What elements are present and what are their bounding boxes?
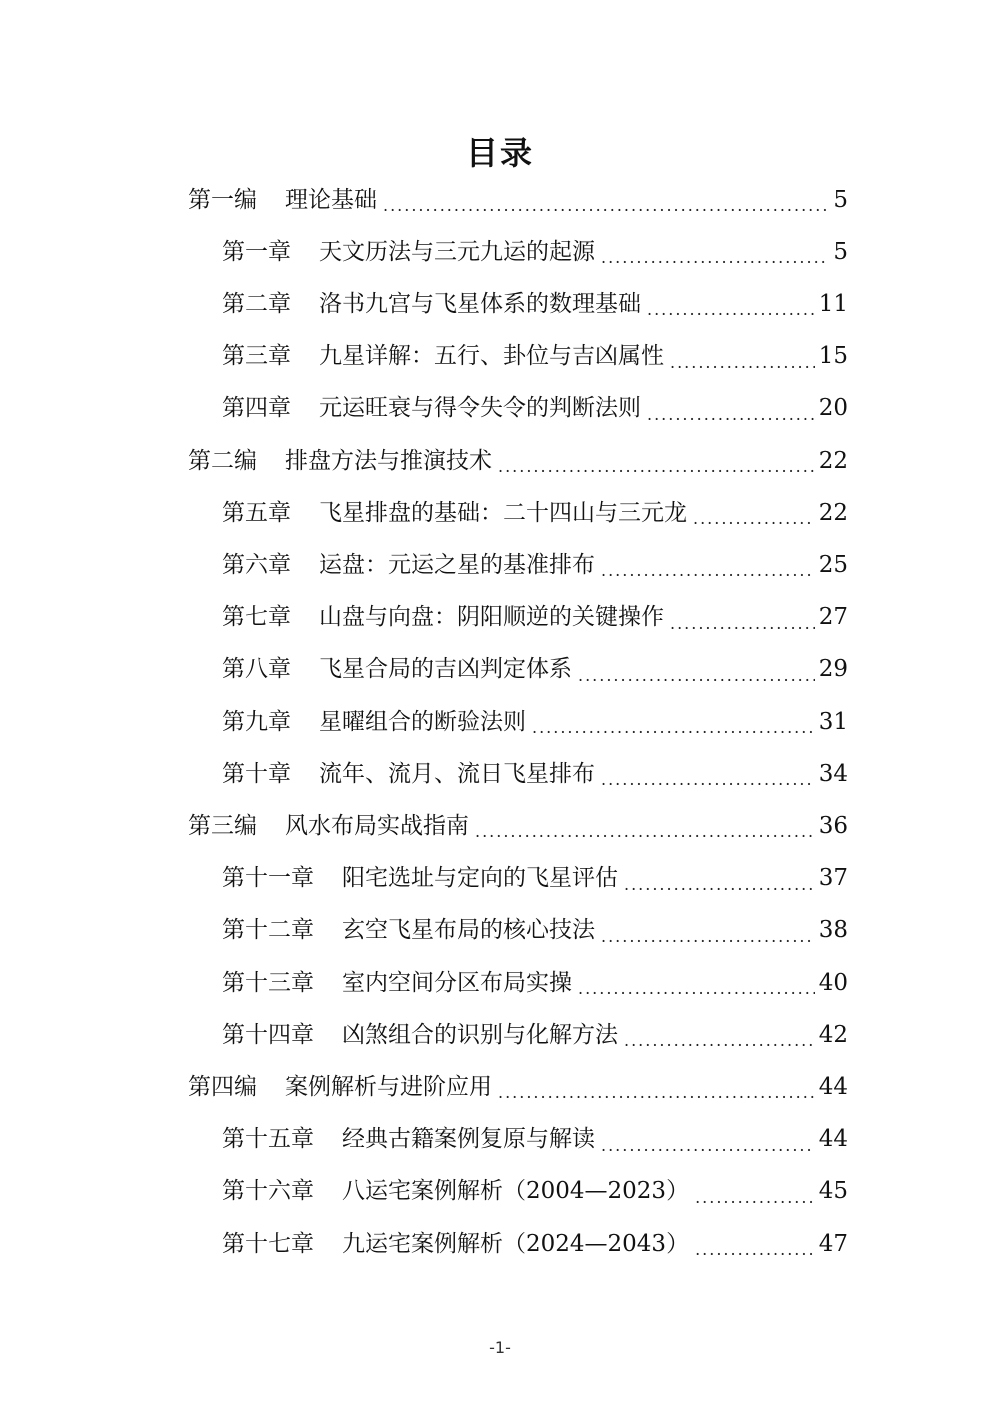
toc-entry-title: 九运宅案例解析（2024—2043） xyxy=(342,1230,690,1257)
toc-entry-label xyxy=(222,499,687,526)
toc-chapter-entry[interactable] xyxy=(222,696,848,748)
toc-entry-title: 玄空飞星布局的核心技法 xyxy=(342,917,595,944)
toc-dot-leader xyxy=(498,1085,815,1101)
toc-entry-title: 理论基础 xyxy=(285,186,377,213)
toc-entry-label xyxy=(222,1230,690,1257)
toc-entry-number: 第四章 xyxy=(222,395,291,422)
toc-entry-title: 元运旺衰与得令失令的判断法则 xyxy=(319,395,641,422)
toc-entry-number: 第十七章 xyxy=(222,1230,314,1257)
toc-entry-title: 星曜组合的断验法则 xyxy=(319,708,526,735)
toc-chapter-entry[interactable] xyxy=(222,539,848,591)
toc-entry-title: 运盘：元运之星的基准排布 xyxy=(319,551,595,578)
toc-entry-label xyxy=(222,919,595,942)
toc-chapter-entry[interactable] xyxy=(222,1009,848,1061)
toc-dot-leader xyxy=(601,929,815,945)
toc-dot-leader xyxy=(578,981,815,997)
toc-chapter-entry[interactable] xyxy=(222,957,848,1009)
toc-chapter-entry[interactable] xyxy=(222,1114,848,1166)
toc-entry-label xyxy=(222,969,572,996)
toc-entry-page: 15 xyxy=(818,343,848,370)
toc-chapter-entry[interactable] xyxy=(222,331,848,383)
toc-entry-title: 案例解析与进阶应用 xyxy=(285,1073,492,1100)
toc-entry-number: 第一编 xyxy=(188,186,257,213)
toc-dot-leader xyxy=(695,1242,815,1258)
toc-entry-label xyxy=(222,397,641,420)
toc-chapter-entry[interactable] xyxy=(222,487,848,539)
toc-part-entry[interactable] xyxy=(188,174,848,226)
toc-entry-number: 第八章 xyxy=(222,656,291,683)
toc-entry-number: 第十三章 xyxy=(222,969,314,996)
toc-dot-leader xyxy=(475,824,815,840)
toc-dot-leader xyxy=(532,720,815,736)
toc-entry-number: 第十二章 xyxy=(222,917,314,944)
toc-entry-title: 山盘与向盘：阴阳顺逆的关键操作 xyxy=(319,604,664,631)
toc-entry-number: 第九章 xyxy=(222,708,291,735)
toc-entry-label xyxy=(222,238,595,265)
toc-dot-leader xyxy=(601,563,815,579)
toc-entry-page: 29 xyxy=(818,656,848,683)
toc-part-entry[interactable] xyxy=(188,435,848,487)
toc-entry-title: 阳宅选址与定向的飞星评估 xyxy=(342,865,618,892)
toc-entry-page: 40 xyxy=(818,969,848,996)
toc-entry-label xyxy=(222,760,595,787)
toc-entry-page: 47 xyxy=(818,1230,848,1257)
toc-entry-number: 第十四章 xyxy=(222,1021,314,1048)
toc-entry-title: 八运宅案例解析（2004—2023） xyxy=(342,1178,690,1205)
toc-entry-number: 第十六章 xyxy=(222,1178,314,1205)
toc-entry-page: 20 xyxy=(818,395,848,422)
toc-entry-label xyxy=(188,812,469,839)
toc-entry-page: 36 xyxy=(818,812,848,839)
toc-entry-label xyxy=(222,867,618,890)
toc-dot-leader xyxy=(624,877,815,893)
toc-entry-number: 第七章 xyxy=(222,604,291,631)
toc-dot-leader xyxy=(647,302,815,318)
toc-entry-label xyxy=(222,290,641,317)
toc-chapter-entry[interactable] xyxy=(222,905,848,957)
toc-entry-title: 风水布局实战指南 xyxy=(285,812,469,839)
toc-entry-page: 22 xyxy=(818,499,848,526)
toc-entry-page: 22 xyxy=(818,447,848,474)
toc-entry-page: 45 xyxy=(818,1178,848,1205)
toc-dot-leader xyxy=(601,250,829,266)
toc-entry-label xyxy=(222,1021,618,1048)
toc-chapter-entry[interactable] xyxy=(222,644,848,696)
toc-entry-label xyxy=(222,658,572,681)
toc-chapter-entry[interactable] xyxy=(222,278,848,330)
toc-chapter-entry[interactable] xyxy=(222,1166,848,1218)
toc-entry-label xyxy=(222,606,664,629)
toc-entry-page: 31 xyxy=(818,708,848,735)
toc-entry-label xyxy=(222,1128,595,1151)
toc-entry-page: 44 xyxy=(818,1126,848,1153)
toc-dot-leader xyxy=(647,407,815,423)
toc-entry-number: 第五章 xyxy=(222,499,291,526)
toc-dot-leader xyxy=(670,616,815,632)
toc-entry-page: 37 xyxy=(818,865,848,892)
toc-chapter-entry[interactable] xyxy=(222,853,848,905)
toc-entry-title: 飞星合局的吉凶判定体系 xyxy=(319,656,572,683)
toc-entry-number: 第二编 xyxy=(188,447,257,474)
toc-entry-page: 11 xyxy=(818,290,848,317)
toc-entry-title: 洛书九宫与飞星体系的数理基础 xyxy=(319,290,641,317)
toc-entry-page: 42 xyxy=(818,1021,848,1048)
toc-part-entry[interactable] xyxy=(188,1061,848,1113)
toc-entry-page: 5 xyxy=(833,186,848,213)
toc-entry-title: 排盘方法与推演技术 xyxy=(285,447,492,474)
page-title: 目录 xyxy=(465,134,534,172)
toc-entry-label xyxy=(188,1073,492,1100)
toc-chapter-entry[interactable] xyxy=(222,592,848,644)
toc-entry-title: 天文历法与三元九运的起源 xyxy=(319,238,595,265)
toc-entry-number: 第六章 xyxy=(222,551,291,578)
toc-entry-page: 25 xyxy=(818,551,848,578)
toc-chapter-entry[interactable] xyxy=(222,1218,848,1270)
toc-entry-title: 九星详解：五行、卦位与吉凶属性 xyxy=(319,343,664,370)
toc-entry-label xyxy=(188,447,492,474)
page-number-footer: -1- xyxy=(489,1338,511,1357)
toc-entry-page: 44 xyxy=(818,1073,848,1100)
toc-entry-title: 飞星排盘的基础：二十四山与三元龙 xyxy=(319,499,687,526)
toc-chapter-entry[interactable] xyxy=(222,383,848,435)
toc-entry-number: 第十章 xyxy=(222,760,291,787)
toc-entry-title: 流年、流月、流日飞星排布 xyxy=(319,760,595,787)
toc-entry-title: 室内空间分区布局实操 xyxy=(342,969,572,996)
toc-part-entry[interactable] xyxy=(188,800,848,852)
toc-dot-leader xyxy=(601,772,815,788)
toc-entry-number: 第二章 xyxy=(222,290,291,317)
toc-chapter-entry[interactable] xyxy=(222,748,848,800)
toc-dot-leader xyxy=(670,355,815,371)
toc-entry-number: 第十一章 xyxy=(222,865,314,892)
toc-dot-leader xyxy=(693,511,815,527)
toc-entry-label xyxy=(222,1180,689,1203)
toc-dot-leader xyxy=(578,668,815,684)
toc-entry-label xyxy=(222,345,664,368)
toc-entry-number: 第四编 xyxy=(188,1073,257,1100)
toc-dot-leader xyxy=(695,1190,815,1206)
toc-entry-page: 27 xyxy=(818,604,848,631)
toc-entry-label xyxy=(188,186,377,213)
toc-entry-label xyxy=(222,551,595,578)
toc-entry-number: 第一章 xyxy=(222,238,291,265)
toc-dot-leader xyxy=(601,1138,815,1154)
toc-entry-number: 第十五章 xyxy=(222,1126,314,1153)
toc-entry-page: 5 xyxy=(833,238,848,265)
toc-entry-title: 经典古籍案例复原与解读 xyxy=(342,1126,595,1153)
toc-entry-label xyxy=(222,708,526,735)
toc-entry-number: 第三章 xyxy=(222,343,291,370)
toc-entry-page: 34 xyxy=(818,760,848,787)
toc-entry-number: 第三编 xyxy=(188,812,257,839)
toc-entry-page: 38 xyxy=(818,917,848,944)
toc-entry-title: 凶煞组合的识别与化解方法 xyxy=(342,1021,618,1048)
toc-dot-leader xyxy=(498,459,815,475)
toc-chapter-entry[interactable] xyxy=(222,226,848,278)
toc-dot-leader xyxy=(624,1033,815,1049)
toc-dot-leader xyxy=(383,198,829,214)
